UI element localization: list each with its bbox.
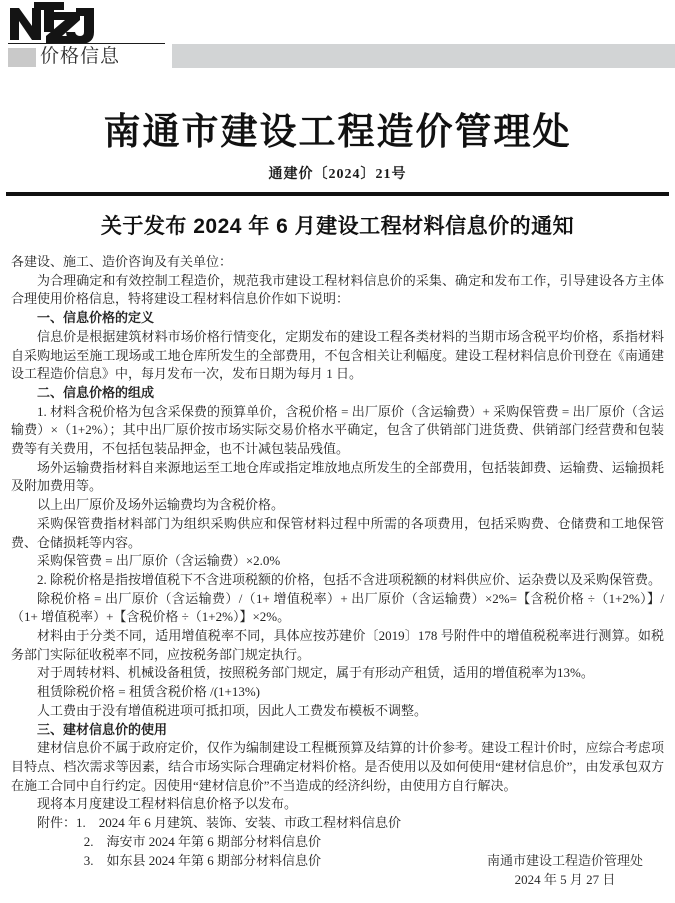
section-2-paragraph-4: 采购保管费指材料部门为组织采购供应和保管材料过程中所需的各项费用，包括采购费、仓储费和工地保管费、仓储损耗等内容。 <box>11 515 664 550</box>
section-2-paragraph-11: 人工费由于没有增值税进项可抵扣项，因此人工费发布模板不调整。 <box>37 702 428 718</box>
salutation: 各建设、施工、造价咨询及有关单位： <box>11 254 233 269</box>
document-number: 通建价〔2024〕21号 <box>268 167 407 182</box>
section-2-paragraph-3: 以上出厂原价及场外运输费均为含税价格。 <box>37 497 285 513</box>
notice-heading: 关于发布 2024 年 6 月建设工程材料信息价的通知 <box>100 215 575 238</box>
section-2-paragraph-6: 2. 除税价格是指按增值税下不含进项税额的价格，包括不含进项税额的材料供应价、运杂费以及采购保管费。 <box>37 571 662 587</box>
section-2-paragraph-2: 场外运输费指材料自来源地运至工地仓库或指定堆放地点所发生的全部费用，包括装卸费、运输费、运输损耗及附加费用等。 <box>11 459 664 494</box>
attachment-item: 附件：1. 2024 年 6 月建筑、装饰、安装、市政工程材料信息价 <box>37 815 402 831</box>
intro-paragraph: 为合理确定和有效控制工程造价，规范我市建设工程材料信息价的采集、确定和发布工作，引导建设各方主体合理使用价格信息，特将建设工程材料信息价作如下说明： <box>11 272 664 307</box>
category-swatch-icon <box>8 48 36 67</box>
logo-divider <box>8 43 165 44</box>
section-2-paragraph-1: 1. 材料含税价格为包含采保费的预算单价，含税价格 = 出厂原价（含运输费）+ 采购保管费 = 出厂原价（含运输费）×（1+2%）；其中出厂原价按市场实际交易价格水平确定，包含了供销部门进货费、供销部门经营费和包装费等有关费用，不包括包装品押金，也不计减包装品残值。 <box>11 403 664 457</box>
section-3-title: 三、建材信息价的使用 <box>37 721 168 737</box>
category-row <box>8 47 120 67</box>
section-1-paragraph-1: 信息价是根据建筑材料市场价格行情变化，定期发布的建设工程各类材料的当期市场含税平均价格，系指材料自采购地运至施工现场或工地仓库所发生的全部费用，不包含相关让利幅度。建设工程材料信息价刊登在《南通建设工程造价信息》中，每月发布一次，发布日期为每月 1 日。 <box>11 328 664 382</box>
section-2-formula-3: 租赁除税价格 = 租赁含税价格 /(1+13%) <box>37 684 261 700</box>
signature-date: 2024 年 5 月 27 日 <box>514 872 616 887</box>
masthead-gray-bar <box>172 44 675 68</box>
section-2-formula-2: 除税价格 = 出厂原价（含运输费）/（1+ 增值税率）+ 出厂原价（含运输费）×2%=【含税价格 ÷（1+2%）】/（1+ 增值税率）+【含税价格 ÷（1+2%）】×2%。 <box>11 590 664 625</box>
ntzj-logo-icon <box>8 2 168 44</box>
signature-block <box>487 851 643 889</box>
section-2-paragraph-8: 材料由于分类不同，适用增值税率不同，具体应按苏建价〔2019〕178 号附件中的增值税税率进行测算。如税务部门实际征收税率不同，应按税务部门规定执行。 <box>11 628 664 662</box>
header-divider <box>6 192 669 196</box>
section-3-paragraph-1: 建材信息价不属于政府定价，仅作为编制建设工程概预算及结算的计价参考。建设工程计价时，应综合考虑项目特点、档次需求等因素，结合市场实际合理确定材料价格。是否使用以及如何使用“建材信息价”，由发承包双方在施工合同中自行约定。因使用“建材信息价”不当造成的经济纠纷，由使用方自行解决。 <box>11 740 664 793</box>
section-2-formula-1: 采购保管费 = 出厂原价（含运输费）×2.0% <box>37 553 281 569</box>
section-2-paragraph-9: 对于周转材料、机械设备租赁，按照税务部门规定，属于有形动产租赁，适用的增值税率为13%。 <box>37 665 594 681</box>
signature-organization: 南通市建设工程造价管理处 <box>486 853 643 868</box>
masthead <box>0 0 675 86</box>
section-1-title: 一、信息价格的定义 <box>37 310 155 326</box>
document-body <box>11 253 664 870</box>
attachment-item: 3. 如东县 2024 年第 6 期部分材料信息价 <box>83 852 322 868</box>
category-label: 价格信息 <box>40 46 121 67</box>
section-2-title: 二、信息价格的组成 <box>37 384 155 400</box>
section-3-paragraph-2: 现将本月度建设工程材料信息价格予以发布。 <box>37 796 298 812</box>
attachment-item: 2. 海安市 2024 年第 6 期部分材料信息价 <box>83 833 322 849</box>
organization-title: 南通市建设工程造价管理处 <box>103 112 572 153</box>
